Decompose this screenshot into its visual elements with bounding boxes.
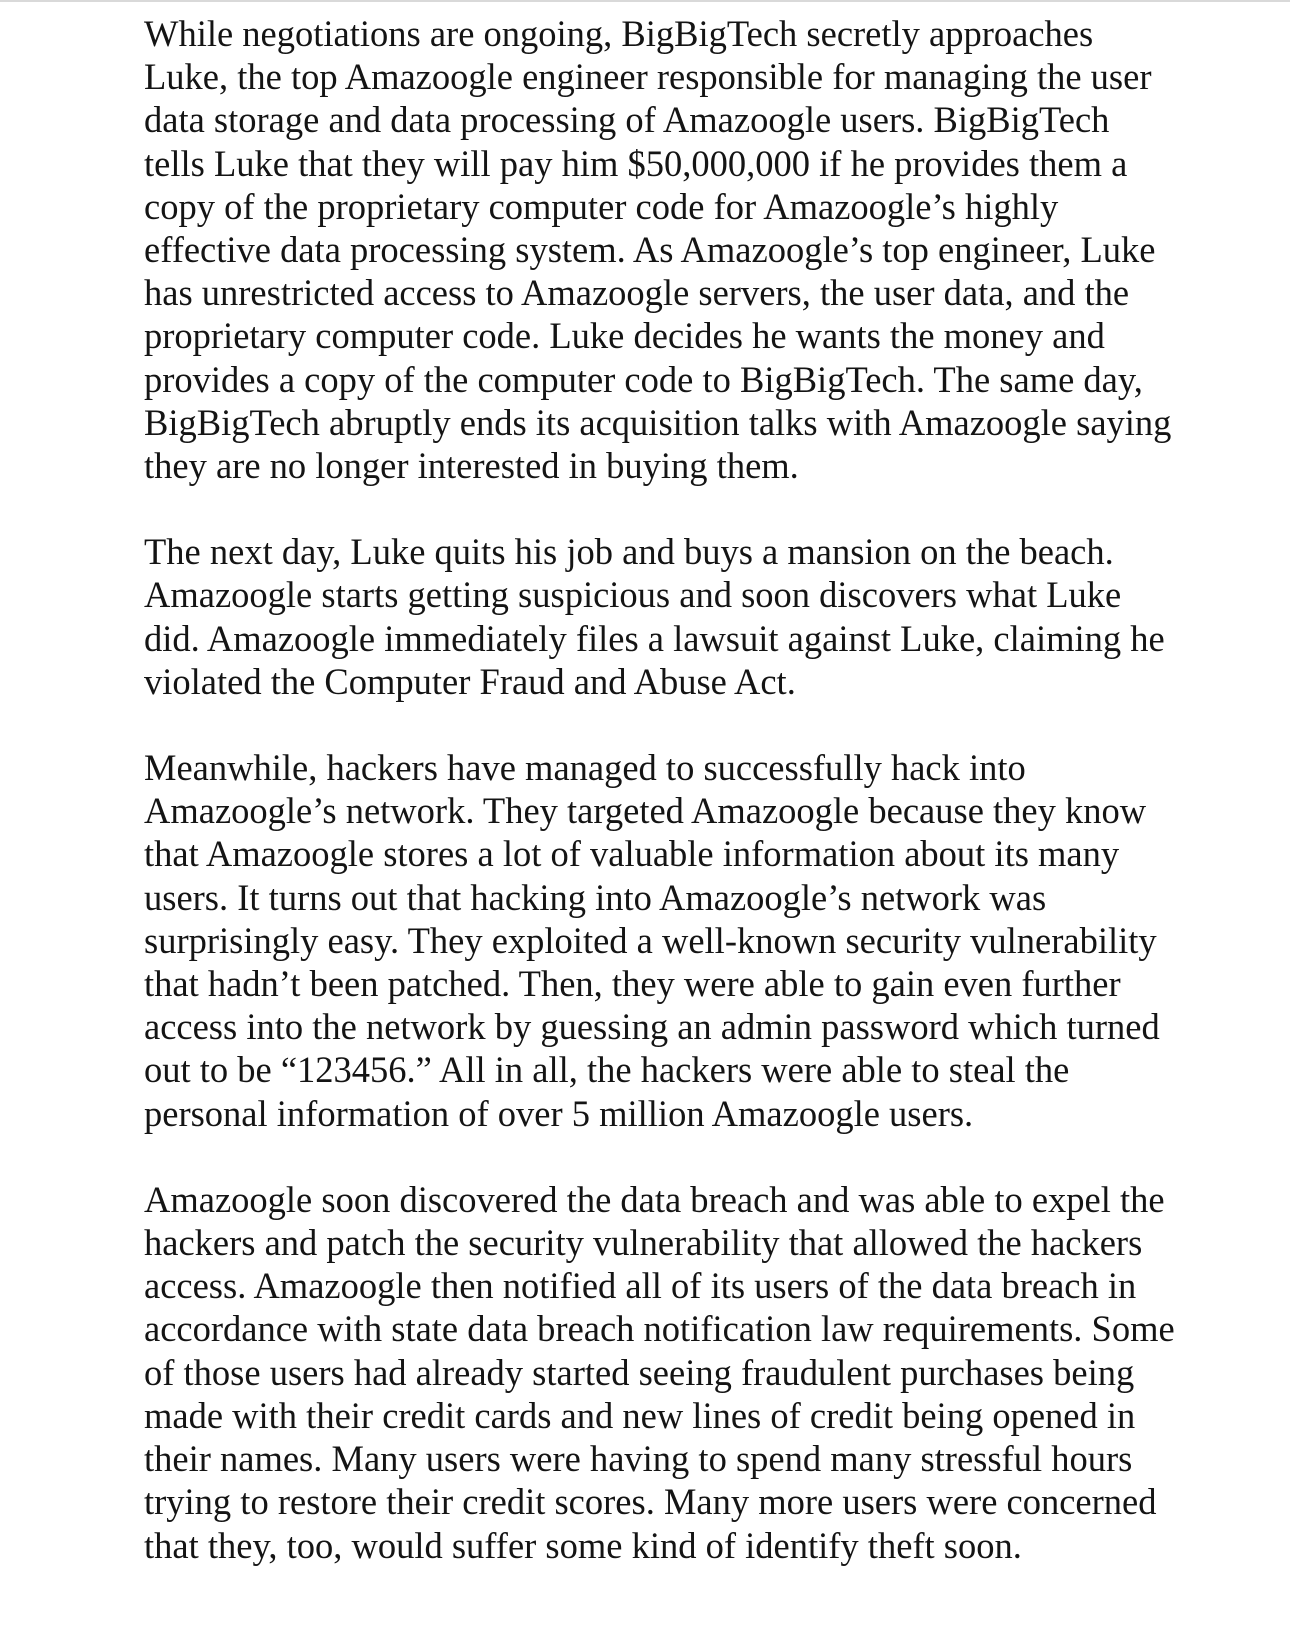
text-line: provides a copy of the computer code to BigBigTech. The same day,	[144, 358, 1143, 400]
text-line: has unrestricted access to Amazoogle servers, the user data, and the	[144, 272, 1130, 314]
document-body	[144, 12, 1224, 1567]
text-line: made with their credit cards and new lines of credit being opened in	[144, 1394, 1136, 1436]
text-line: Amazoogle starts getting suspicious and soon discovers what Luke	[144, 574, 1122, 616]
text-line: that Amazoogle stores a lot of valuable information about its many	[144, 833, 1120, 875]
text-line: out to be “123456.” All in all, the hackers were able to steal the	[144, 1049, 1070, 1091]
text-line: Meanwhile, hackers have managed to successfully hack into	[144, 747, 1026, 789]
paragraph-2	[144, 530, 1224, 703]
text-line: users. It turns out that hacking into Amazoogle’s network was	[144, 876, 1047, 918]
text-line: While negotiations are ongoing, BigBigTech secretly approaches	[144, 13, 1094, 54]
text-line: data storage and data processing of Amazoogle users. BigBigTech	[144, 99, 1110, 141]
text-line: BigBigTech abruptly ends its acquisition talks with Amazoogle saying	[144, 401, 1172, 443]
text-line: access into the network by guessing an admin password which turned	[144, 1006, 1160, 1048]
text-line: proprietary computer code. Luke decides he wants the money and	[144, 315, 1105, 357]
paragraph-1	[144, 12, 1224, 487]
text-line: hackers and patch the security vulnerability that allowed the hackers	[144, 1222, 1143, 1264]
text-line: effective data processing system. As Amazoogle’s top engineer, Luke	[144, 229, 1156, 271]
text-line: violated the Computer Fraud and Abuse Act.	[144, 660, 796, 702]
text-line: their names. Many users were having to spend many stressful hours	[144, 1438, 1133, 1480]
text-line: that hadn’t been patched. Then, they were able to gain even further	[144, 963, 1121, 1005]
text-line: that they, too, would suffer some kind of identify theft soon.	[144, 1524, 1022, 1566]
text-line: The next day, Luke quits his job and buys a mansion on the beach.	[144, 531, 1114, 573]
text-line: Amazoogle’s network. They targeted Amazoogle because they know	[144, 790, 1147, 832]
text-line: trying to restore their credit scores. Many more users were concerned	[144, 1481, 1157, 1523]
text-line: they are no longer interested in buying them.	[144, 445, 799, 487]
top-divider	[0, 0, 1290, 2]
text-line: access. Amazoogle then notified all of its users of the data breach in	[144, 1265, 1137, 1307]
text-line: accordance with state data breach notification law requirements. Some	[144, 1308, 1175, 1350]
text-line: surprisingly easy. They exploited a well-known security vulnerability	[144, 919, 1157, 961]
paragraph-3	[144, 746, 1224, 1135]
text-line: Amazoogle soon discovered the data breach and was able to expel the	[144, 1178, 1165, 1220]
text-line: did. Amazoogle immediately files a lawsuit against Luke, claiming he	[144, 617, 1165, 659]
text-line: of those users had already started seeing fraudulent purchases being	[144, 1351, 1135, 1393]
text-line: Luke, the top Amazoogle engineer responsible for managing the user	[144, 56, 1152, 98]
text-line: personal information of over 5 million Amazoogle users.	[144, 1092, 974, 1134]
paragraph-4	[144, 1178, 1224, 1567]
text-line: tells Luke that they will pay him $50,000,000 if he provides them a	[144, 142, 1128, 184]
text-line: copy of the proprietary computer code for Amazoogle’s highly	[144, 185, 1059, 227]
